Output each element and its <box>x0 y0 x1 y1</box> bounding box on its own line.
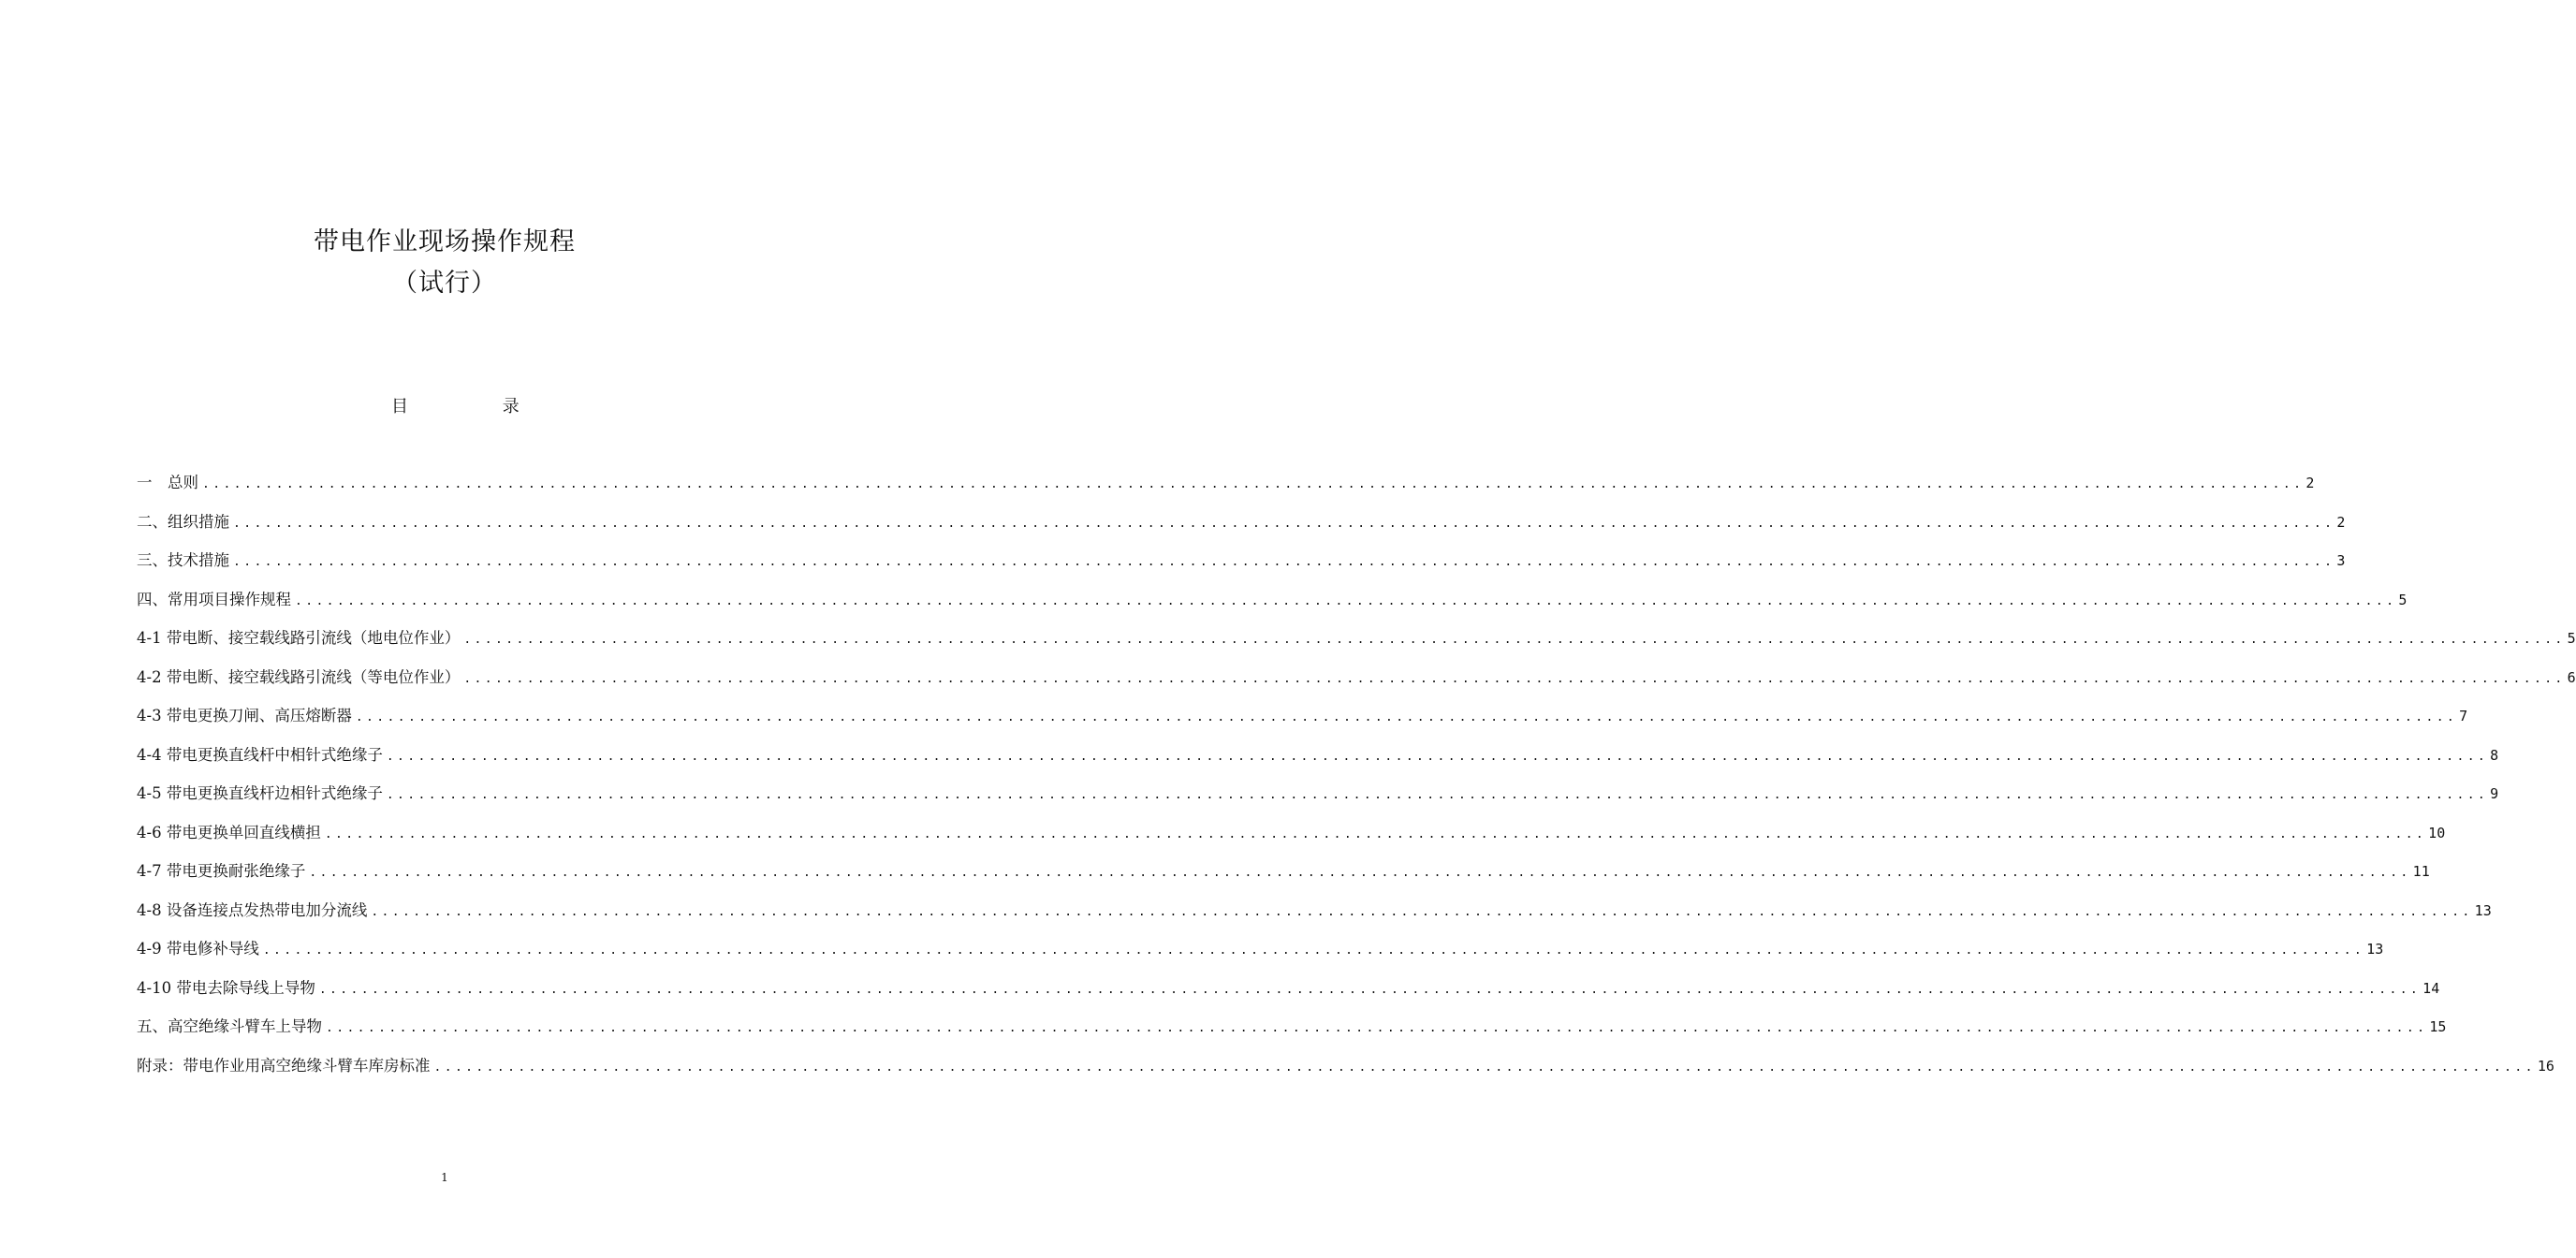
toc-entry-page: 6 <box>2567 668 2576 686</box>
toc-dot-leader: ........................................................................................................................................................................................................ <box>309 866 2411 880</box>
toc-entry-page: 16 <box>2537 1057 2554 1075</box>
toc-entry[interactable] <box>137 975 2440 1015</box>
toc-dot-leader: ........................................................................................................................................................................................................ <box>318 982 2422 997</box>
toc-entry-page: 13 <box>2366 941 2384 958</box>
toc-heading: 目 录 <box>391 397 520 417</box>
page-number: 1 <box>441 1171 448 1184</box>
toc-dot-leader: ........................................................................................................................................................................................................ <box>463 633 2566 647</box>
toc-entry-page: 2 <box>2305 475 2315 491</box>
toc-dot-leader: ........................................................................................................................................................................................................ <box>202 477 2305 491</box>
toc-entry-label: 4-4 带电更换直线杆中相针式绝缘子 <box>137 745 383 764</box>
toc-entry-label: 二、组织措施 <box>137 512 229 531</box>
toc-dot-leader: ........................................................................................................................................................................................................ <box>371 904 2473 919</box>
toc-entry[interactable] <box>137 820 2446 859</box>
toc-entry[interactable] <box>137 1053 2554 1092</box>
toc-entry-label: 五、高空绝缘斗臂车上导物 <box>137 1017 322 1035</box>
toc-entry[interactable] <box>137 898 2492 937</box>
toc-entry[interactable] <box>137 470 2315 509</box>
toc-entry[interactable] <box>137 625 2576 665</box>
toc-entry[interactable] <box>137 742 2499 782</box>
toc-entry-label: 4-7 带电更换耐张绝缘子 <box>137 862 306 880</box>
toc-dot-leader: ........................................................................................................................................................................................................ <box>463 671 2566 686</box>
toc-entry-page: 14 <box>2422 979 2440 997</box>
toc-dot-leader: ........................................................................................................................................................................................................ <box>295 593 2397 608</box>
toc-entry[interactable] <box>137 548 2346 587</box>
toc-entry-label: 4-3 带电更换刀闸、高压熔断器 <box>137 707 352 724</box>
toc-entry-page: 13 <box>2474 901 2492 919</box>
toc-dot-leader: ........................................................................................................................................................................................................ <box>386 749 2489 764</box>
toc-entry[interactable] <box>137 781 2499 820</box>
toc-entry-page: 5 <box>2398 591 2408 608</box>
toc-entry-page: 15 <box>2429 1018 2447 1035</box>
toc-entry-label: 4-5 带电更换直线杆边相针式绝缘子 <box>137 784 383 802</box>
toc-entry-label: 4-10 带电去除导线上导物 <box>137 978 315 997</box>
toc-entry-label: 4-2 带电断、接空载线路引流线（等电位作业） <box>137 667 461 686</box>
toc-entry[interactable] <box>137 665 2576 704</box>
toc-entry-page: 10 <box>2428 824 2446 841</box>
toc-entry-label: 4-6 带电更换单回直线横担 <box>137 823 321 841</box>
toc-entry-label: 四、常用项目操作规程 <box>137 590 291 608</box>
toc-entry-label: 4-1 带电断、接空载线路引流线（地电位作业） <box>137 629 461 647</box>
toc-dot-leader: ........................................................................................................................................................................................................ <box>233 555 2335 569</box>
toc-entry-label: 4-9 带电修补导线 <box>137 940 259 958</box>
toc-entry-page: 5 <box>2567 630 2576 647</box>
toc-entry[interactable] <box>137 858 2430 898</box>
toc-entry[interactable] <box>137 587 2408 626</box>
toc-entry-label: 4-8 设备连接点发热带电加分流线 <box>137 900 368 919</box>
document-title: 带电作业现场操作规程 <box>314 227 576 256</box>
table-of-contents <box>137 470 2576 1091</box>
toc-dot-leader: ........................................................................................................................................................................................................ <box>324 826 2427 841</box>
toc-dot-leader: ........................................................................................................................................................................................................ <box>233 516 2335 531</box>
toc-entry-page: 3 <box>2336 552 2346 569</box>
toc-entry-label: 一 总则 <box>137 474 198 491</box>
toc-dot-leader: ........................................................................................................................................................................................................ <box>355 710 2458 724</box>
toc-entry-label: 三、技术措施 <box>137 551 229 569</box>
toc-entry-page: 7 <box>2459 708 2468 724</box>
toc-entry-page: 11 <box>2412 863 2430 880</box>
toc-entry[interactable] <box>137 1014 2447 1053</box>
toc-entry-page: 2 <box>2336 513 2346 531</box>
toc-entry-label: 附录：带电作业用高空绝缘斗臂车库房标准 <box>137 1056 431 1075</box>
toc-entry[interactable] <box>137 703 2468 742</box>
toc-dot-leader: ........................................................................................................................................................................................................ <box>262 944 2365 958</box>
toc-entry-page: 9 <box>2490 785 2499 802</box>
toc-entry[interactable] <box>137 509 2346 549</box>
toc-dot-leader: ........................................................................................................................................................................................................ <box>386 788 2489 802</box>
toc-dot-leader: ........................................................................................................................................................................................................ <box>326 1021 2428 1035</box>
toc-entry-page: 8 <box>2490 746 2499 764</box>
toc-entry[interactable] <box>137 936 2384 975</box>
toc-dot-leader: ........................................................................................................................................................................................................ <box>433 1060 2536 1075</box>
document-subtitle: （试行） <box>392 269 497 298</box>
